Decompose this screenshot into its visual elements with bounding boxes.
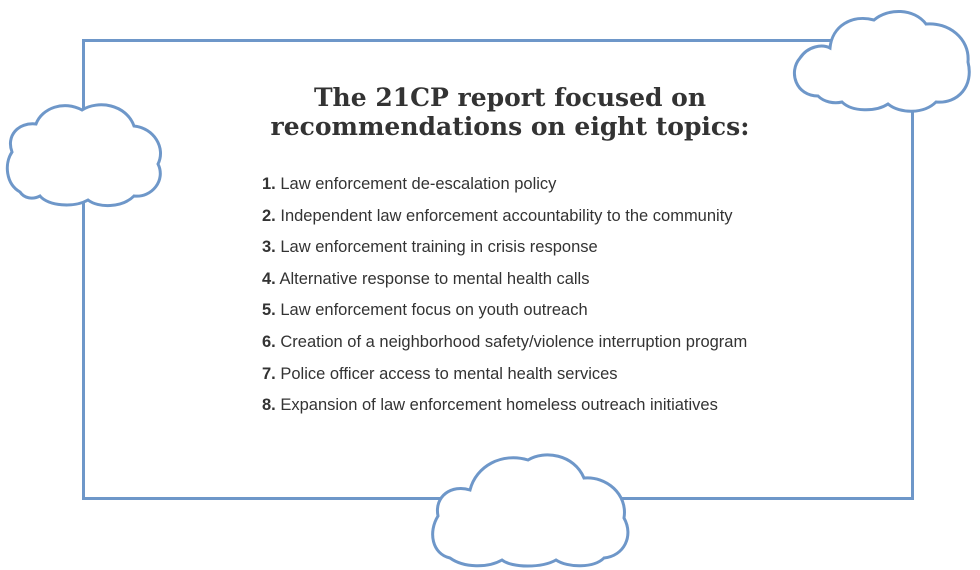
topic-number: 8. (262, 396, 276, 415)
topic-text: Expansion of law enforcement homeless outreach initiatives (280, 396, 718, 415)
topic-number: 6. (262, 332, 276, 351)
topic-number: 4. (262, 269, 276, 288)
cloud-left (2, 100, 166, 210)
topic-item-7 (262, 362, 747, 394)
topic-item-1 (262, 172, 747, 204)
topic-text: Police officer access to mental health services (280, 364, 618, 383)
topic-number: 2. (262, 206, 276, 225)
topic-number: 7. (262, 364, 276, 383)
topic-text: Creation of a neighborhood safety/violence interruption program (280, 332, 748, 351)
topic-item-5 (262, 298, 747, 330)
topic-item-8 (262, 393, 747, 425)
topic-item-4 (262, 267, 747, 299)
topic-number: 3. (262, 238, 276, 257)
topic-number: 5. (262, 301, 276, 320)
topic-text: Law enforcement focus on youth outreach (280, 301, 588, 320)
topic-text: Independent law enforcement accountability to the community (280, 206, 733, 225)
topic-item-2 (262, 204, 747, 236)
topic-list (262, 172, 747, 425)
topic-text: Alternative response to mental health calls (279, 269, 590, 288)
topic-number: 1. (262, 175, 276, 193)
cloud-bottom (428, 450, 636, 568)
topic-item-3 (262, 235, 747, 267)
topic-item-6 (262, 330, 747, 362)
topic-text: Law enforcement de-escalation policy (280, 175, 557, 193)
topic-text: Law enforcement training in crisis response (280, 238, 598, 257)
page-title (200, 83, 820, 141)
title-line-1: The 21CP report focused on (313, 83, 707, 112)
title-line-2: recommendations on eight topics: (270, 112, 750, 141)
